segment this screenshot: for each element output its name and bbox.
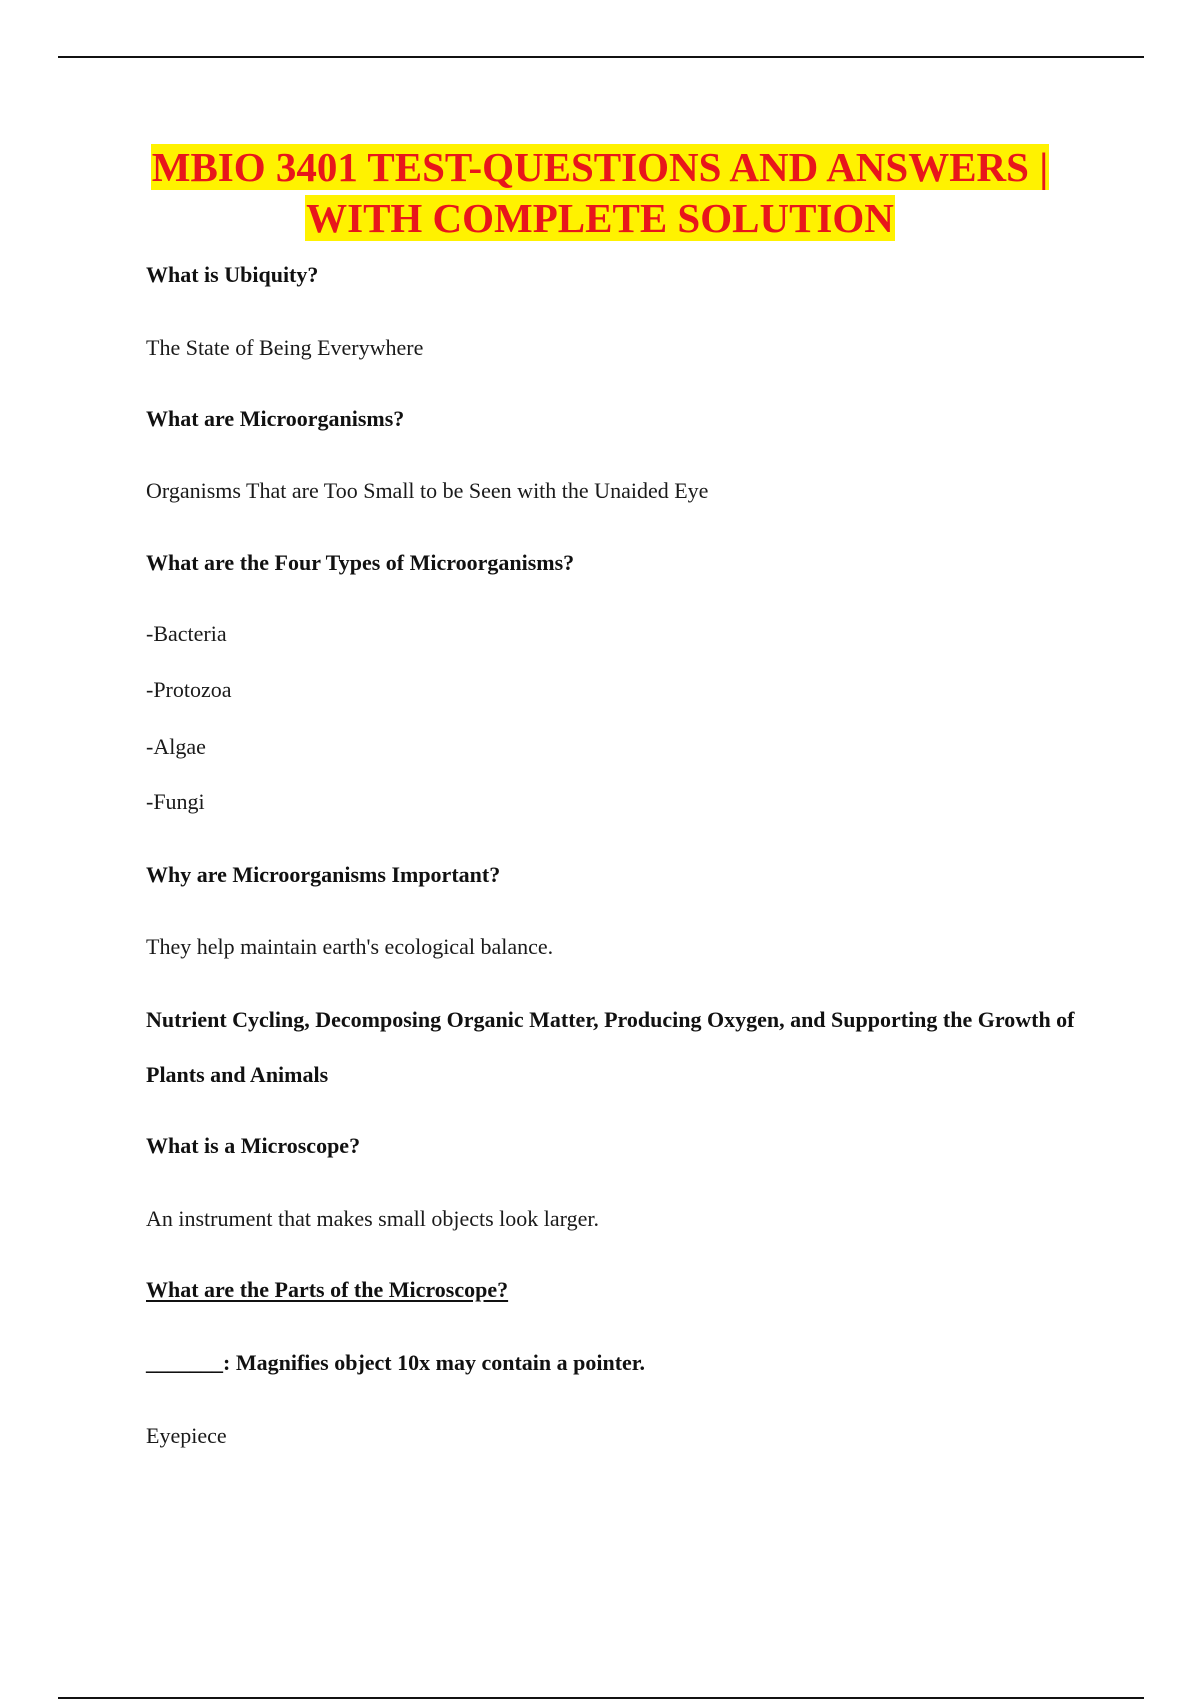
question-microscope-parts: What are the Parts of the Microscope?: [146, 1277, 509, 1302]
footer-rule: [58, 1697, 1144, 1699]
list-item-algae: -Algae: [146, 734, 206, 759]
header-rule: [58, 56, 1144, 58]
answer-eyepiece: Eyepiece: [146, 1423, 227, 1448]
answer-ubiquity: The State of Being Everywhere: [146, 335, 424, 360]
answer-microscope: An instrument that makes small objects look larger.: [146, 1206, 599, 1231]
answer-microorganisms: Organisms That are Too Small to be Seen with the Unaided Eye: [146, 478, 709, 503]
question-microorganisms: What are Microorganisms?: [146, 406, 405, 431]
title-line-1: MBIO 3401 TEST-QUESTIONS AND ANSWERS |: [151, 144, 1049, 190]
list-item-bacteria: -Bacteria: [146, 621, 227, 646]
answer-importance: They help maintain earth's ecological balance.: [146, 934, 554, 959]
list-item-fungi: -Fungi: [146, 789, 205, 814]
question-four-types: What are the Four Types of Microorganisms?: [146, 550, 575, 575]
nutrient-cycling-statement: Nutrient Cycling, Decomposing Organic Matter, Producing Oxygen, and Supporting the Growth of Plants and Animals: [146, 1007, 1075, 1087]
title-line-2: WITH COMPLETE SOLUTION: [306, 195, 894, 241]
question-ubiquity: What is Ubiquity?: [146, 262, 319, 287]
question-microscope: What is a Microscope?: [146, 1133, 361, 1158]
question-importance: Why are Microorganisms Important?: [146, 862, 501, 887]
document-title: [120, 142, 1080, 244]
question-eyepiece: _______: Magnifies object 10x may contain a pointer.: [146, 1350, 646, 1375]
list-item-protozoa: -Protozoa: [146, 677, 232, 702]
